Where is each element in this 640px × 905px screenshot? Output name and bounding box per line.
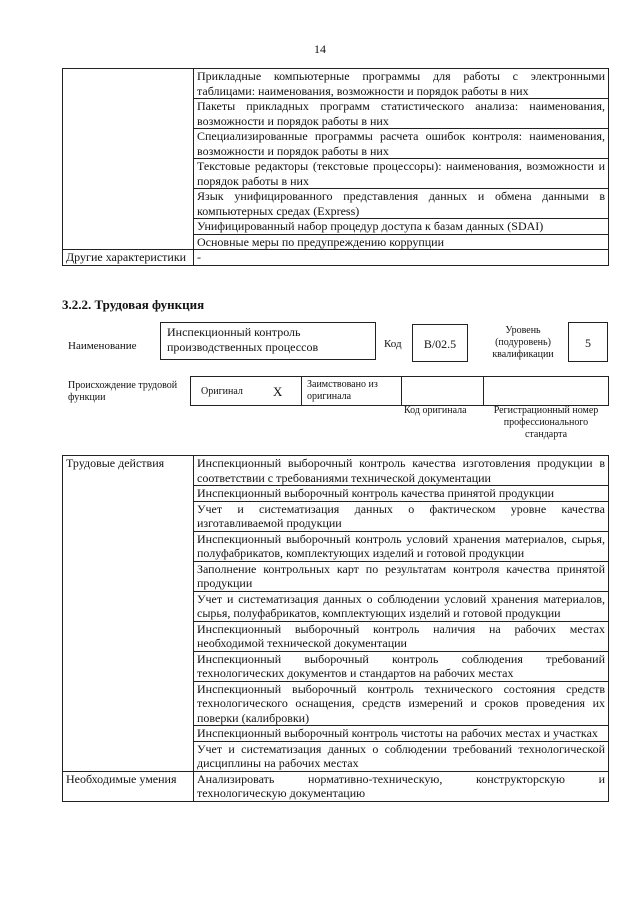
table-cell: Прикладные компьютерные программы для работы с электронными таблицами: наименования, возможности и порядок работы в них (194, 69, 609, 99)
level-label: Уровень (подуровень) квалификации (492, 325, 554, 360)
code-original-label: Код оригинала (404, 405, 467, 416)
reg-number-label: Регистрационный номер профессионального стандарта (493, 405, 599, 440)
table-cell: Инспекционный выборочный контроль качества принятой продукции (194, 486, 609, 502)
table-row (63, 456, 609, 486)
table-cell: - (194, 250, 609, 266)
code-value: B/02.5 (423, 337, 457, 351)
table-cell: Специализированные программы расчета ошибок контроля: наименования, возможности и порядок работы в них (194, 129, 609, 159)
table-cell: Инспекционный выборочный контроль условий хранения материалов, сырья, полуфабрикатов, комплектующих изделий и готовой продукции (194, 531, 609, 561)
name-value: Инспекционный контроль производственных процессов (167, 325, 319, 354)
row-label: Необходимые умения (63, 771, 194, 801)
page-number: 14 (314, 42, 326, 56)
table-cell: Учет и систематизация данных о фактическом уровне качества изготавливаемой продукции (194, 501, 609, 531)
table-cell: Инспекционный выборочный контроль наличия на рабочих местах необходимой технической документации (194, 621, 609, 651)
table-cell: Заполнение контрольных карт по результатам контроля качества принятой продукции (194, 561, 609, 591)
origin-table (190, 376, 609, 406)
section-title: 3.2.2. Трудовая функция (62, 297, 205, 312)
name-label: Наименование (68, 340, 137, 352)
name-value-box (160, 322, 376, 360)
code-label: Код (384, 338, 402, 350)
table-cell: Учет и систематизация данных о соблюдении условий хранения материалов, сырья, полуфабрикатов, комплектующих изделий и готовой продукции (194, 591, 609, 621)
level-value: 5 (585, 336, 591, 350)
table-cell: Унифицированный набор процедур доступа к базам данных (SDAI) (194, 219, 609, 235)
code-value-box (412, 324, 468, 362)
row-label (63, 69, 194, 250)
table-cell: Инспекционный выборочный контроль чистоты на рабочих местах и участках (194, 726, 609, 742)
table-cell: Учет и систематизация данных о соблюдении требований технологической дисциплины на рабочих местах (194, 741, 609, 771)
original-label: Оригинал (201, 386, 243, 397)
table-row (63, 771, 609, 801)
table-row (63, 69, 609, 99)
top-requirements-table (62, 68, 609, 266)
borrowed-label: Заимствовано из оригинала (307, 379, 378, 402)
table-row (63, 250, 609, 266)
table-cell: Пакеты прикладных программ статистического анализа: наименования, возможности и порядок работы в них (194, 99, 609, 129)
level-value-box (568, 322, 608, 362)
table-cell: Инспекционный выборочный контроль качества изготовления продукции в соответствии с требованиями технической документации (194, 456, 609, 486)
table-cell: Текстовые редакторы (текстовые процессоры): наименования, возможности и порядок работы в них (194, 159, 609, 189)
table-cell: Анализировать нормативно-техническую, конструкторскую и технологическую документацию (194, 771, 609, 801)
row-label: Трудовые действия (63, 456, 194, 772)
origin-label: Происхождение трудовой функции (68, 380, 178, 403)
labor-actions-table (62, 455, 609, 802)
table-cell: Язык унифицированного представления данных и обмена данными в компьютерных средах (Express) (194, 189, 609, 219)
table-cell: Основные меры по предупреждению коррупции (194, 234, 609, 250)
table-cell: Инспекционный выборочный контроль соблюдения требований технологических документов и стандартов на рабочих местах (194, 651, 609, 681)
row-label: Другие характеристики (63, 250, 194, 266)
original-mark: X (273, 384, 283, 399)
table-cell: Инспекционный выборочный контроль технического состояния средств технологического оснащения, средств измерений и сроков проведения их поверки (калибровки) (194, 681, 609, 726)
